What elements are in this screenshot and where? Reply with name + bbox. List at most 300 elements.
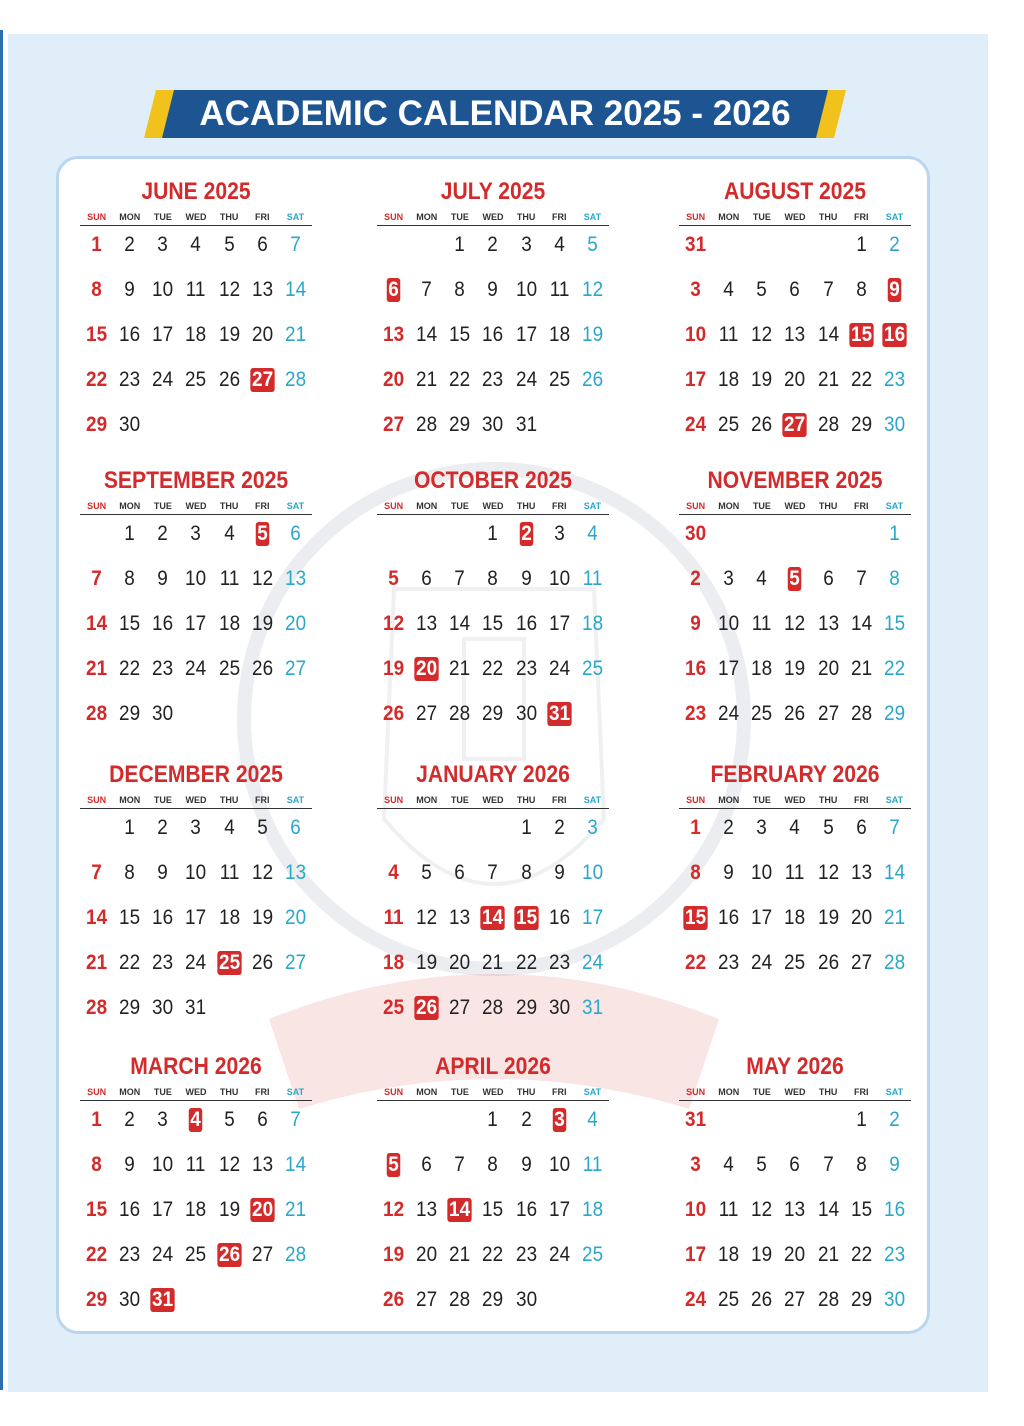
day-cell (281, 520, 311, 565)
day-cell (478, 1286, 508, 1331)
date-number: 8 (454, 278, 466, 301)
date-number: 15 (119, 612, 141, 635)
day-cell (214, 949, 244, 994)
weekday-label: SAT (885, 501, 904, 511)
day-cell (115, 1151, 145, 1196)
weekday-label: MON (119, 212, 141, 222)
date-number: 25 (185, 1243, 207, 1266)
holiday-date: 26 (416, 996, 438, 1019)
date-number: 3 (157, 1108, 169, 1131)
day-cell (714, 1196, 744, 1241)
empty-cell (379, 231, 409, 276)
date-number: 21 (850, 657, 872, 680)
day-cell (880, 859, 910, 904)
date-number: 27 (284, 951, 306, 974)
date-number: 11 (752, 612, 772, 635)
day-cell (478, 859, 508, 904)
weekday-header (679, 794, 911, 809)
month-name: OCTOBER 2025 (413, 467, 573, 494)
date-number: 5 (257, 816, 268, 839)
month-name: NOVEMBER 2025 (707, 467, 883, 494)
date-number: 11 (219, 567, 239, 590)
day-cell (82, 994, 112, 1039)
date-number: 15 (482, 612, 504, 635)
holiday-date: 16 (883, 323, 905, 346)
date-number: 8 (856, 278, 867, 301)
day-cell (115, 700, 145, 745)
weekday-label: THU (818, 795, 838, 805)
weekday-label: SUN (384, 501, 404, 511)
holiday-date: 15 (850, 323, 872, 346)
weekday-label: FRI (552, 212, 567, 222)
date-number: 8 (91, 278, 102, 301)
weekday-label: THU (516, 501, 536, 511)
date-number: 3 (157, 233, 169, 256)
day-cell (544, 321, 574, 366)
date-number: 11 (582, 1153, 603, 1176)
day-cell (281, 1196, 311, 1241)
holiday-date: 31 (152, 1288, 174, 1311)
date-number: 7 (290, 1108, 301, 1131)
weekday-label: TUE (450, 212, 469, 222)
day-cell (846, 1286, 876, 1331)
day-cell (478, 411, 508, 456)
day-cell (181, 904, 211, 949)
day-cell (115, 276, 145, 321)
day-cell (247, 520, 277, 565)
date-number: 18 (784, 906, 806, 929)
month-august-2025 (679, 177, 911, 453)
day-cell (813, 904, 843, 949)
day-cell (880, 276, 910, 321)
date-number: 24 (152, 1243, 174, 1266)
date-number: 14 (284, 1153, 306, 1176)
day-cell (82, 949, 112, 994)
date-number: 10 (685, 1198, 707, 1221)
day-cell (82, 700, 112, 745)
day-cell (412, 700, 442, 745)
day-cell (412, 366, 442, 411)
date-number: 12 (817, 861, 839, 884)
date-number: 10 (152, 278, 174, 301)
weekday-label: THU (219, 1087, 239, 1097)
weekday-label: MON (416, 501, 438, 511)
date-number: 28 (284, 368, 306, 391)
day-cell (544, 1106, 574, 1151)
day-cell (148, 700, 178, 745)
day-grid (377, 231, 609, 456)
day-cell (181, 276, 211, 321)
date-number: 12 (416, 906, 438, 929)
day-cell (379, 321, 409, 366)
date-number: 27 (416, 702, 438, 725)
date-number: 28 (284, 1243, 306, 1266)
holiday-date: 14 (482, 906, 504, 929)
day-cell (846, 1196, 876, 1241)
empty-cell (714, 231, 744, 276)
month-name: JUNE 2025 (141, 178, 251, 205)
day-cell (247, 1196, 277, 1241)
day-cell (478, 994, 508, 1039)
weekday-header (377, 500, 609, 515)
day-cell (379, 655, 409, 700)
day-cell (880, 700, 910, 745)
holiday-date: 9 (889, 278, 900, 301)
date-number: 10 (685, 323, 707, 346)
empty-cell (148, 411, 178, 456)
day-cell (511, 565, 541, 610)
day-cell (511, 1241, 541, 1286)
day-cell (181, 949, 211, 994)
weekday-label: THU (516, 795, 536, 805)
weekday-label: WED (784, 1087, 806, 1097)
day-cell (544, 276, 574, 321)
day-grid (80, 520, 312, 745)
date-number: 7 (454, 1153, 466, 1176)
day-cell (747, 1151, 777, 1196)
empty-cell (813, 1106, 843, 1151)
date-number: 23 (152, 657, 174, 680)
day-cell (148, 231, 178, 276)
day-cell (846, 565, 876, 610)
day-cell (511, 1106, 541, 1151)
empty-cell (714, 1106, 744, 1151)
day-cell (714, 411, 744, 456)
day-cell (880, 321, 910, 366)
date-number: 26 (218, 368, 240, 391)
date-number: 17 (685, 368, 707, 391)
date-number: 23 (883, 368, 905, 391)
day-cell (181, 859, 211, 904)
date-number: 20 (251, 323, 273, 346)
day-cell (214, 321, 244, 366)
day-cell (846, 949, 876, 994)
date-number: 5 (587, 233, 598, 256)
day-cell (544, 949, 574, 994)
date-number: 18 (718, 1243, 740, 1266)
day-cell (880, 814, 910, 859)
day-cell (148, 814, 178, 859)
day-cell (445, 366, 475, 411)
weekday-label: THU (219, 501, 239, 511)
day-cell (880, 1286, 910, 1331)
date-number: 3 (587, 816, 598, 839)
date-number: 4 (554, 233, 565, 256)
day-cell (82, 1286, 112, 1331)
empty-cell (214, 1286, 244, 1331)
date-number: 8 (889, 567, 900, 590)
day-cell (478, 520, 508, 565)
day-cell (148, 321, 178, 366)
day-cell (846, 1241, 876, 1286)
holiday-date: 5 (388, 1153, 399, 1176)
day-cell (478, 276, 508, 321)
date-number: 3 (190, 816, 202, 839)
date-number: 21 (883, 906, 905, 929)
date-number: 14 (817, 1198, 839, 1221)
date-number: 1 (487, 522, 499, 545)
day-grid (679, 520, 911, 745)
day-cell (445, 610, 475, 655)
day-cell (578, 520, 608, 565)
weekday-label: FRI (854, 501, 869, 511)
date-number: 15 (86, 1198, 108, 1221)
day-cell (281, 949, 311, 994)
empty-cell (181, 1286, 211, 1331)
day-cell (115, 1286, 145, 1331)
day-cell (780, 1196, 810, 1241)
month-name: MARCH 2026 (130, 1053, 262, 1080)
day-cell (379, 276, 409, 321)
date-number: 7 (454, 567, 466, 590)
empty-cell (813, 520, 843, 565)
date-number: 7 (91, 861, 102, 884)
date-number: 1 (454, 233, 466, 256)
empty-cell (544, 411, 574, 456)
date-number: 22 (482, 1243, 504, 1266)
empty-cell (412, 1106, 442, 1151)
date-number: 16 (548, 906, 570, 929)
date-number: 12 (251, 861, 273, 884)
empty-cell (281, 1286, 311, 1331)
day-cell (880, 411, 910, 456)
date-number: 16 (482, 323, 504, 346)
day-grid (80, 814, 312, 1039)
weekday-label: WED (482, 501, 504, 511)
date-number: 8 (520, 861, 532, 884)
day-cell (714, 655, 744, 700)
date-number: 7 (822, 1153, 834, 1176)
day-cell (148, 366, 178, 411)
day-cell (578, 1151, 608, 1196)
title-banner (150, 90, 840, 138)
day-cell (412, 1151, 442, 1196)
date-number: 17 (548, 1198, 570, 1221)
day-cell (681, 859, 711, 904)
weekday-label: MON (416, 1087, 438, 1097)
date-number: 27 (251, 1243, 273, 1266)
date-number: 15 (119, 906, 141, 929)
day-cell (181, 321, 211, 366)
holiday-date: 5 (257, 522, 268, 545)
day-cell (813, 610, 843, 655)
weekday-label: SAT (885, 1087, 904, 1097)
day-cell (747, 276, 777, 321)
weekday-label: MON (718, 1087, 740, 1097)
weekday-label: MON (718, 501, 740, 511)
day-cell (247, 231, 277, 276)
day-cell (214, 366, 244, 411)
empty-cell (214, 411, 244, 456)
date-number: 16 (515, 1198, 537, 1221)
date-number: 30 (152, 702, 174, 725)
date-number: 1 (487, 1108, 499, 1131)
date-number: 14 (883, 861, 905, 884)
date-number: 2 (690, 567, 701, 590)
day-cell (544, 1196, 574, 1241)
date-number: 1 (520, 816, 532, 839)
date-number: 16 (119, 323, 141, 346)
day-cell (747, 321, 777, 366)
date-number: 3 (190, 522, 202, 545)
date-number: 11 (549, 278, 570, 301)
date-number: 7 (822, 278, 834, 301)
day-cell (214, 1151, 244, 1196)
date-number: 14 (284, 278, 306, 301)
day-cell (379, 949, 409, 994)
date-number: 12 (218, 1153, 240, 1176)
date-number: 1 (856, 233, 867, 256)
date-number: 6 (789, 1153, 801, 1176)
day-cell (813, 276, 843, 321)
weekday-label: SUN (384, 795, 404, 805)
empty-cell (181, 411, 211, 456)
date-number: 21 (86, 951, 108, 974)
date-number: 22 (86, 368, 108, 391)
weekday-label: SUN (384, 212, 404, 222)
day-cell (780, 276, 810, 321)
weekday-label: MON (119, 795, 141, 805)
day-cell (181, 231, 211, 276)
day-cell (281, 655, 311, 700)
day-cell (281, 231, 311, 276)
day-cell (181, 1106, 211, 1151)
date-number: 17 (185, 612, 207, 635)
weekday-label: WED (482, 1087, 504, 1097)
date-number: 20 (383, 368, 405, 391)
day-cell (148, 859, 178, 904)
date-number: 16 (685, 657, 707, 680)
day-cell (412, 904, 442, 949)
day-grid (377, 520, 609, 745)
day-cell (445, 411, 475, 456)
date-number: 3 (723, 567, 734, 590)
day-cell (681, 814, 711, 859)
date-number: 13 (416, 612, 438, 635)
day-cell (478, 366, 508, 411)
day-cell (880, 1196, 910, 1241)
day-cell (148, 1286, 178, 1331)
day-cell (115, 859, 145, 904)
empty-cell (247, 1286, 277, 1331)
date-number: 18 (218, 906, 240, 929)
day-cell (445, 1196, 475, 1241)
day-cell (82, 1151, 112, 1196)
month-june-2025 (80, 177, 312, 453)
date-number: 26 (383, 702, 405, 725)
day-cell (813, 859, 843, 904)
day-cell (181, 366, 211, 411)
day-cell (813, 321, 843, 366)
month-march-2026 (80, 1052, 312, 1328)
empty-cell (578, 1286, 608, 1331)
weekday-label: SAT (885, 795, 904, 805)
day-cell (780, 321, 810, 366)
date-number: 27 (416, 1288, 438, 1311)
weekday-header (377, 211, 609, 226)
day-cell (445, 700, 475, 745)
day-cell (379, 994, 409, 1039)
date-number: 11 (718, 1198, 739, 1221)
day-cell (148, 520, 178, 565)
weekday-label: SUN (686, 501, 706, 511)
weekday-label: TUE (752, 1087, 771, 1097)
date-number: 24 (685, 413, 707, 436)
date-number: 17 (152, 323, 174, 346)
day-cell (281, 1151, 311, 1196)
day-cell (115, 655, 145, 700)
empty-cell (445, 814, 475, 859)
weekday-header (80, 211, 312, 226)
day-cell (747, 610, 777, 655)
weekday-label: WED (185, 212, 207, 222)
empty-cell (780, 1106, 810, 1151)
day-cell (214, 904, 244, 949)
date-number: 29 (86, 413, 108, 436)
date-number: 23 (718, 951, 740, 974)
day-cell (544, 700, 574, 745)
day-cell (578, 366, 608, 411)
day-grid (377, 814, 609, 1039)
day-cell (281, 276, 311, 321)
day-cell (281, 1106, 311, 1151)
date-number: 28 (817, 1288, 839, 1311)
date-number: 24 (718, 702, 740, 725)
date-number: 31 (685, 1108, 707, 1131)
month-september-2025 (80, 466, 312, 742)
day-grid (679, 231, 911, 456)
date-number: 18 (581, 1198, 603, 1221)
day-cell (148, 1196, 178, 1241)
date-number: 4 (723, 1153, 734, 1176)
date-number: 28 (86, 996, 108, 1019)
day-cell (747, 904, 777, 949)
day-cell (681, 1196, 711, 1241)
date-number: 2 (554, 816, 565, 839)
date-number: 25 (548, 368, 570, 391)
day-cell (681, 565, 711, 610)
date-number: 24 (548, 657, 570, 680)
month-name: DECEMBER 2025 (109, 761, 283, 788)
day-cell (412, 565, 442, 610)
date-number: 30 (883, 1288, 905, 1311)
month-july-2025 (377, 177, 609, 453)
weekday-label: SAT (885, 212, 904, 222)
day-cell (445, 949, 475, 994)
date-number: 29 (482, 702, 504, 725)
weekday-label: FRI (255, 1087, 270, 1097)
empty-cell (247, 700, 277, 745)
date-number: 3 (554, 522, 565, 545)
day-cell (578, 859, 608, 904)
day-cell (780, 700, 810, 745)
day-cell (813, 655, 843, 700)
day-cell (181, 814, 211, 859)
month-name: SEPTEMBER 2025 (103, 467, 289, 494)
date-number: 13 (383, 323, 405, 346)
empty-cell (82, 814, 112, 859)
day-cell (578, 231, 608, 276)
date-number: 19 (581, 323, 603, 346)
date-number: 5 (223, 233, 235, 256)
day-cell (478, 904, 508, 949)
day-cell (511, 276, 541, 321)
day-cell (813, 1196, 843, 1241)
day-cell (714, 949, 744, 994)
day-cell (544, 904, 574, 949)
date-number: 19 (218, 1198, 240, 1221)
date-number: 6 (421, 567, 432, 590)
